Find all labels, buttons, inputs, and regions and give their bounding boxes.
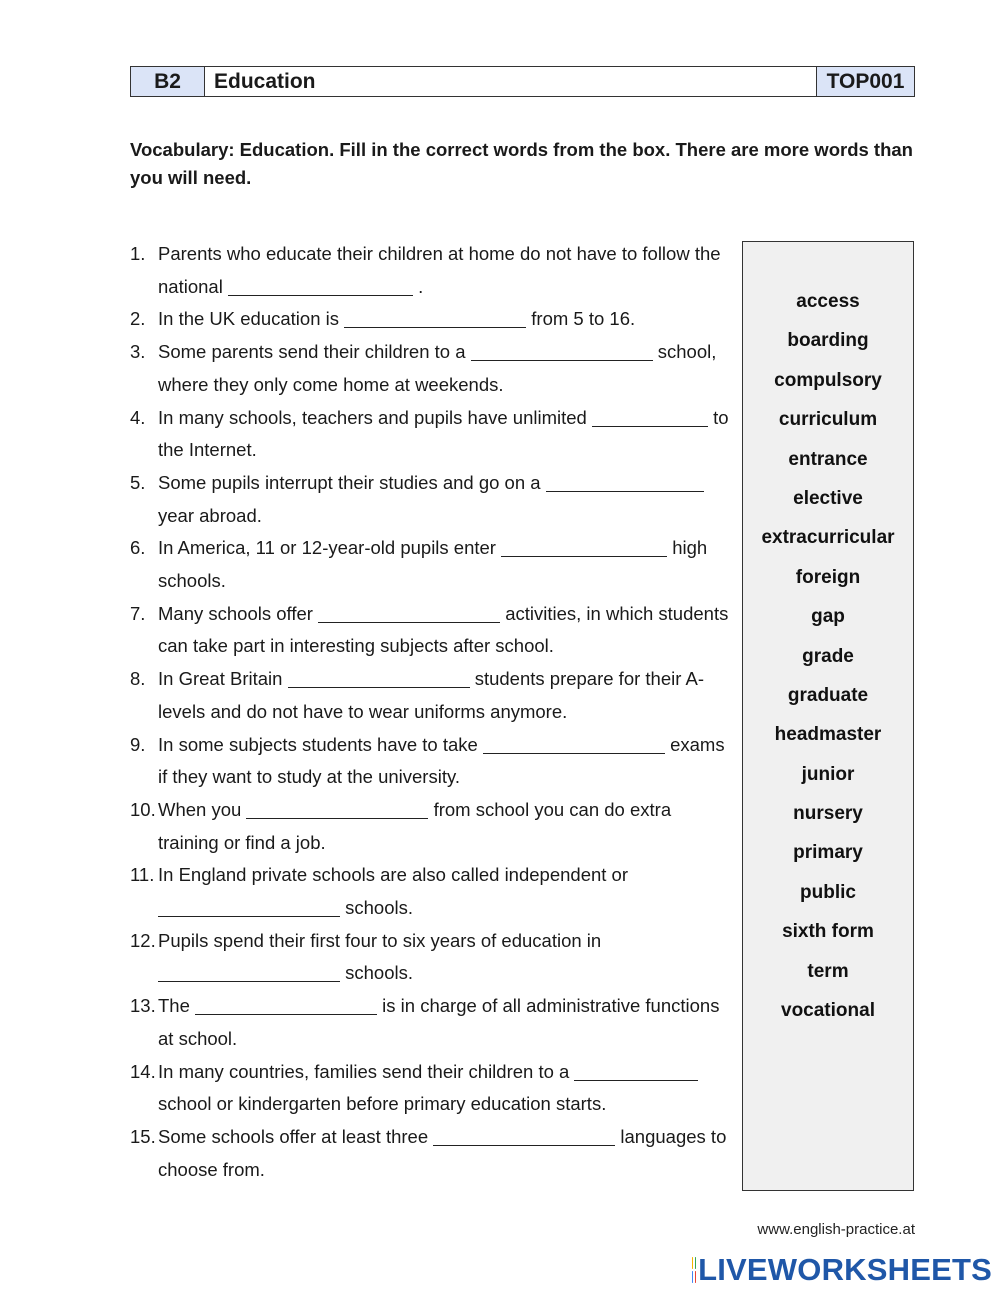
question-number: 14. bbox=[130, 1060, 156, 1082]
word-list bbox=[743, 286, 913, 1034]
question-text-before: In America, 11 or 12-year-old pupils enter bbox=[158, 537, 502, 559]
question-text-after: school, where they only come home at weekends. bbox=[158, 341, 717, 395]
word-box-item: sixth form bbox=[782, 921, 874, 943]
word-box-item: foreign bbox=[795, 566, 861, 588]
question-text-before: In Great Britain bbox=[158, 668, 288, 690]
question-text bbox=[158, 729, 735, 794]
question-item bbox=[130, 925, 735, 990]
level-cell: B2 bbox=[131, 67, 205, 96]
question-text-after: exams if they want to study at the university. bbox=[158, 733, 725, 788]
question-number: 6. bbox=[130, 537, 146, 559]
instructions: Vocabulary: Education. Fill in the correct words from the box. There are more words than you will need. bbox=[130, 139, 913, 188]
question-text-after: schools. bbox=[340, 897, 414, 919]
question-item bbox=[130, 990, 735, 1055]
question-item bbox=[130, 532, 735, 597]
question-list bbox=[130, 238, 735, 1186]
answer-blank[interactable] bbox=[228, 276, 413, 296]
question-text-before: Some schools offer at least three bbox=[158, 1125, 434, 1147]
question-text-before: In England private schools are also called independent or bbox=[158, 864, 629, 886]
word-box-item: graduate bbox=[787, 684, 869, 706]
question-text-after: languages to choose from. bbox=[158, 1125, 727, 1180]
logo-square bbox=[692, 1257, 693, 1269]
question-text-after: from 5 to 16. bbox=[526, 308, 636, 330]
question-item bbox=[130, 238, 735, 303]
answer-blank[interactable] bbox=[195, 995, 377, 1015]
word-box-item: headmaster bbox=[774, 724, 882, 746]
question-number: 8. bbox=[130, 668, 146, 690]
question-text-before: The bbox=[158, 995, 196, 1017]
word-box-item: entrance bbox=[788, 448, 868, 470]
liveworksheets-logo bbox=[692, 1252, 992, 1288]
answer-blank[interactable] bbox=[433, 1126, 615, 1146]
question-item bbox=[130, 467, 735, 532]
question-text-before: Many schools offer bbox=[158, 602, 319, 624]
question-item bbox=[130, 794, 735, 859]
question-text-after: activities, in which students can take part in interesting subjects after school. bbox=[158, 602, 729, 657]
code-cell: TOP001 bbox=[817, 67, 914, 96]
answer-blank[interactable] bbox=[592, 407, 708, 427]
question-text-before: In some subjects students have to take bbox=[158, 733, 483, 755]
question-text bbox=[158, 990, 735, 1055]
question-number: 2. bbox=[130, 308, 146, 330]
question-item bbox=[130, 1056, 735, 1121]
word-box-item: boarding bbox=[787, 330, 869, 352]
question-text bbox=[158, 532, 735, 597]
question-item bbox=[130, 859, 735, 924]
question-text bbox=[158, 336, 735, 401]
logo-square bbox=[695, 1257, 696, 1269]
question-text-after: school or kindergarten before primary education starts. bbox=[158, 1093, 607, 1115]
question-text bbox=[158, 794, 735, 859]
answer-blank[interactable] bbox=[158, 962, 340, 982]
question-number: 5. bbox=[130, 471, 146, 493]
word-box-item: elective bbox=[793, 487, 863, 509]
question-number: 12. bbox=[130, 929, 156, 951]
answer-blank[interactable] bbox=[483, 734, 665, 754]
liveworksheets-icon bbox=[692, 1257, 695, 1283]
brand-text: LIVEWORKSHEETS bbox=[698, 1252, 992, 1287]
question-number: 10. bbox=[130, 798, 156, 820]
question-text bbox=[158, 303, 735, 336]
word-box-item: nursery bbox=[793, 803, 863, 825]
logo-square bbox=[695, 1271, 696, 1283]
word-box-item: primary bbox=[793, 842, 863, 864]
question-text bbox=[158, 859, 735, 924]
question-text bbox=[158, 663, 735, 728]
question-text-before: Some parents send their children to a bbox=[158, 341, 471, 363]
answer-blank[interactable] bbox=[158, 897, 340, 917]
question-item bbox=[130, 336, 735, 401]
word-box-item: access bbox=[796, 291, 860, 312]
title-cell: Education bbox=[205, 67, 817, 96]
word-box-item: curriculum bbox=[778, 409, 878, 431]
answer-blank[interactable] bbox=[501, 537, 667, 557]
question-number: 4. bbox=[130, 406, 146, 428]
question-text bbox=[158, 1121, 735, 1186]
question-text-after: from school you can do extra training or find a job. bbox=[158, 798, 672, 853]
question-text bbox=[158, 467, 735, 532]
question-text-before: In many schools, teachers and pupils have unlimited bbox=[158, 406, 592, 428]
answer-blank[interactable] bbox=[288, 668, 470, 688]
question-text-after: year abroad. bbox=[158, 504, 262, 526]
question-item bbox=[130, 729, 735, 794]
header-table bbox=[130, 66, 915, 97]
answer-blank[interactable] bbox=[318, 603, 500, 623]
question-text-before: In many countries, families send their children to a bbox=[158, 1060, 575, 1082]
question-item bbox=[130, 663, 735, 728]
question-number: 13. bbox=[130, 995, 156, 1017]
question-text bbox=[158, 238, 735, 303]
question-item bbox=[130, 1121, 735, 1186]
question-number: 9. bbox=[130, 733, 146, 755]
word-box-item: vocational bbox=[781, 1000, 875, 1022]
answer-blank[interactable] bbox=[471, 341, 653, 361]
question-text bbox=[158, 925, 735, 990]
website-text: www.english-practice.at bbox=[757, 1221, 915, 1238]
question-text-before: Some pupils interrupt their studies and go on a bbox=[158, 471, 546, 493]
word-box-item: term bbox=[807, 960, 849, 982]
question-item bbox=[130, 598, 735, 663]
question-number: 1. bbox=[130, 243, 146, 264]
word-box-item: public bbox=[800, 881, 856, 903]
word-box bbox=[742, 241, 914, 1191]
answer-blank[interactable] bbox=[546, 472, 704, 492]
word-box-item: extracurricular bbox=[761, 527, 895, 549]
question-text bbox=[158, 598, 735, 663]
question-text-after: . bbox=[412, 275, 424, 297]
answer-blank[interactable] bbox=[344, 308, 526, 328]
question-text-after: high schools. bbox=[158, 537, 708, 592]
question-text-before: Parents who educate their children at home do not have to follow the national bbox=[158, 243, 721, 297]
logo-square bbox=[692, 1271, 693, 1283]
question-text-after: is in charge of all administrative functions at school. bbox=[158, 995, 720, 1049]
question-text-after: students prepare for their A-levels and do not have to wear uniforms anymore. bbox=[158, 668, 705, 722]
question-number: 15. bbox=[130, 1125, 156, 1147]
question-text-before: In the UK education is bbox=[158, 308, 345, 330]
question-number: 3. bbox=[130, 341, 146, 363]
question-text-after: to the Internet. bbox=[158, 406, 729, 461]
word-box-item: compulsory bbox=[774, 369, 882, 391]
word-box-item: junior bbox=[801, 763, 855, 785]
word-box-item: grade bbox=[802, 645, 854, 667]
question-text-before: Pupils spend their first four to six years of education in bbox=[158, 929, 602, 951]
question-text-before: When you bbox=[158, 798, 247, 820]
question-text bbox=[158, 402, 735, 467]
question-item bbox=[130, 303, 735, 336]
question-number: 11. bbox=[130, 864, 155, 886]
answer-blank[interactable] bbox=[246, 799, 428, 819]
question-text-after: schools. bbox=[340, 962, 414, 984]
word-box-item: gap bbox=[811, 606, 845, 628]
question-number: 7. bbox=[130, 602, 146, 624]
answer-blank[interactable] bbox=[574, 1061, 698, 1081]
question-item bbox=[130, 402, 735, 467]
question-text bbox=[158, 1056, 735, 1121]
